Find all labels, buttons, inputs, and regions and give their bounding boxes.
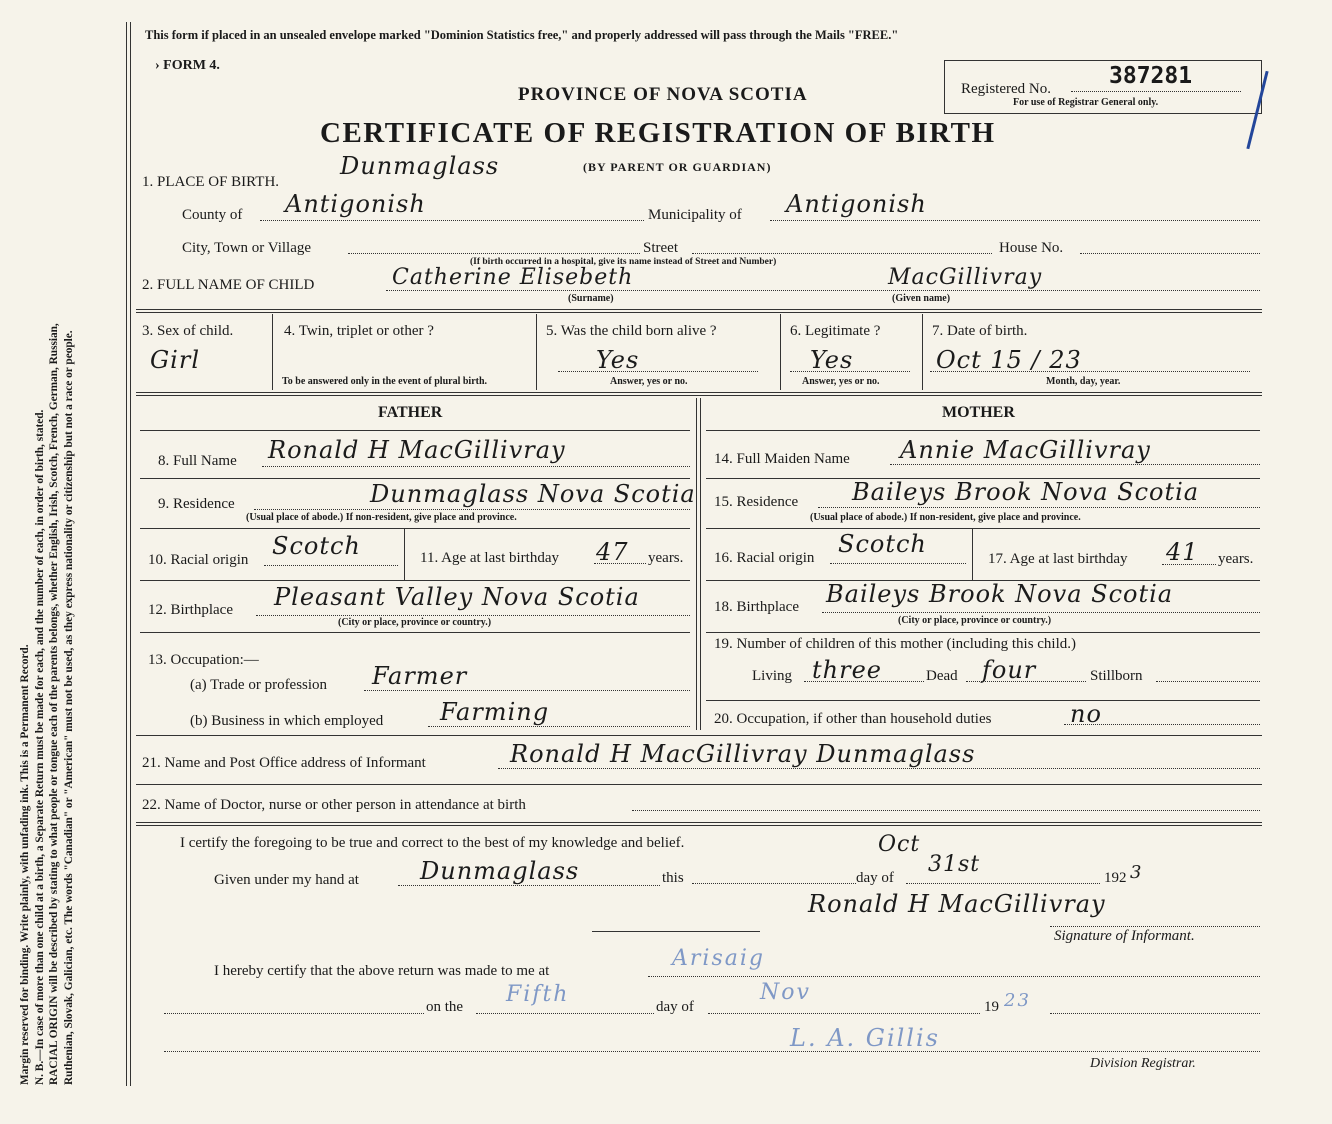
twin-label: 4. Twin, triplet or other ? (284, 323, 434, 339)
mother-racial-value: Scotch (838, 530, 927, 558)
signature-caption: Signature of Informant. (1054, 928, 1195, 944)
informant-label: 21. Name and Post Office address of Informant (142, 755, 426, 771)
dead-label: Dead (926, 668, 958, 684)
certify-year-prefix: 192 (1104, 870, 1127, 886)
certify-month-value: Oct (878, 832, 921, 857)
margin-line-2: N. B.—In case of more than one child at a birth, a Separate Return must be made for each, and the number of each, in order of birth, stated. (33, 409, 46, 1085)
twin-note: To be answered only in the event of plural birth. (282, 376, 488, 387)
registrar-note: For use of Registrar General only. (1013, 97, 1159, 108)
registered-box (944, 60, 1262, 114)
born-alive-label: 5. Was the child born alive ? (546, 323, 717, 339)
father-age-label: 11. Age at last birthday (420, 550, 559, 566)
margin-notes (18, 25, 76, 1085)
given-name-caption: (Given name) (892, 293, 951, 304)
father-racial-value: Scotch (272, 532, 361, 560)
mother-heading: MOTHER (942, 404, 1015, 421)
place-of-birth-value: Dunmaglass (340, 152, 500, 180)
stillborn-label: Stillborn (1090, 668, 1143, 684)
margin-border-2 (130, 22, 131, 1086)
registrar-year-prefix: 19 (984, 999, 999, 1015)
day-of-label: day of (856, 870, 894, 886)
margin-line-3: RACIAL ORIGIN will be described by stating to what people or tongue each of the parents belongs, whether English, Irish, Scotch, French, German, Russian, (48, 323, 60, 1085)
mother-occupation-value: no (1070, 700, 1102, 728)
sex-label: 3. Sex of child. (142, 323, 234, 339)
father-residence-caption: (Usual place of abode.) If non-resident, give place and province. (246, 512, 517, 523)
date-of-birth-label: 7. Date of birth. (932, 323, 1028, 339)
mother-years-label: years. (1218, 551, 1254, 567)
born-alive-caption: Answer, yes or no. (610, 376, 688, 387)
father-residence-value: Dunmaglass Nova Scotia (370, 480, 696, 508)
children-count-label: 19. Number of children of this mother (including this child.) (714, 636, 1077, 652)
registrar-day-of-label: day of (656, 999, 694, 1015)
mother-age-value: 41 (1166, 538, 1199, 566)
child-given-name: Catherine Elisebeth (392, 265, 634, 290)
father-name-value: Ronald H MacGillivray (268, 436, 566, 464)
informant-signature: Ronald H MacGillivray (808, 890, 1106, 918)
legitimate-label: 6. Legitimate ? (790, 323, 881, 339)
margin-line-4: Ruthenian, Slovak, Galician, etc. The words "Canadian" or "American" must not be used, as they express nationality or citizenship but not a race or people. (62, 330, 75, 1085)
born-alive-value: Yes (596, 346, 640, 374)
county-value: Antigonish (285, 190, 426, 218)
given-under-label: Given under my hand at (214, 872, 359, 888)
business-label: (b) Business in which employed (190, 713, 384, 729)
this-label: this (662, 870, 684, 886)
registrar-month-value: Nov (760, 980, 811, 1005)
father-years-label: years. (648, 550, 684, 566)
province-heading: PROVINCE OF NOVA SCOTIA (518, 84, 808, 105)
mother-birthplace-value: Baileys Brook Nova Scotia (826, 580, 1174, 608)
date-of-birth-caption: Month, day, year. (1046, 376, 1121, 387)
margin-line-1: Margin reserved for binding. Write plainly, with unfading ink. This is a Permanent Record. (19, 644, 31, 1085)
mother-age-label: 17. Age at last birthday (988, 551, 1128, 567)
division-registrar-caption: Division Registrar. (1090, 1056, 1196, 1071)
mother-birthplace-caption: (City or place, province or country.) (898, 615, 1052, 626)
on-the-label: on the (426, 999, 464, 1015)
mother-residence-value: Baileys Brook Nova Scotia (852, 478, 1200, 506)
registered-label: Registered No. (961, 81, 1051, 97)
child-surname: MacGillivray (888, 265, 1043, 290)
mother-occupation-label: 20. Occupation, if other than household duties (714, 711, 992, 727)
doctor-label: 22. Name of Doctor, nurse or other person in attendance at birth (142, 797, 526, 813)
county-label: County of (182, 207, 243, 223)
city-label: City, Town or Village (182, 240, 312, 256)
trade-value: Farmer (372, 662, 468, 690)
certify-statement: I certify the foregoing to be true and correct to the best of my knowledge and belief. (180, 835, 685, 851)
margin-border (126, 22, 127, 1086)
mail-notice: This form if placed in an unsealed envelope marked "Dominion Statistics free," and properly addressed will pass through the Mails "FREE." (145, 28, 899, 42)
surname-caption: (Surname) (568, 293, 614, 304)
given-place-value: Dunmaglass (420, 857, 580, 885)
living-value: three (812, 656, 882, 684)
municipality-label: Municipality of (648, 207, 742, 223)
child-name-label: 2. FULL NAME OF CHILD (142, 277, 315, 293)
father-racial-label: 10. Racial origin (148, 552, 249, 568)
living-label: Living (752, 668, 792, 684)
sex-value: Girl (150, 346, 200, 374)
mother-name-value: Annie MacGillivray (900, 436, 1151, 464)
street-label: Street (643, 240, 678, 256)
registrar-place-value: Arisaig (672, 946, 765, 971)
registrar-year-value: 23 (1004, 990, 1031, 1011)
hospital-note: (If birth occurred in a hospital, give its name instead of Street and Number) (470, 257, 777, 267)
father-occupation-label: 13. Occupation:— (148, 652, 259, 668)
mother-residence-caption: (Usual place of abode.) If non-resident, give place and province. (810, 512, 1081, 523)
legitimate-value: Yes (810, 346, 854, 374)
divider (136, 822, 1262, 826)
registrar-day-value: Fifth (506, 982, 570, 1007)
certificate-title: CERTIFICATE OF REGISTRATION OF BIRTH (320, 117, 996, 149)
registrar-signature: L. A. Gillis (790, 1024, 940, 1052)
informant-value: Ronald H MacGillivray Dunmaglass (510, 740, 976, 768)
municipality-value: Antigonish (786, 190, 927, 218)
father-residence-label: 9. Residence (158, 496, 235, 512)
form-number: › FORM 4. (155, 58, 220, 73)
father-birthplace-label: 12. Birthplace (148, 602, 233, 618)
date-of-birth-value: Oct 15 / 23 (936, 346, 1082, 374)
certify-day-value: 31st (928, 852, 981, 877)
house-number-label: House No. (999, 240, 1064, 256)
father-name-label: 8. Full Name (158, 453, 237, 469)
business-value: Farming (440, 698, 550, 726)
mother-birthplace-label: 18. Birthplace (714, 599, 799, 615)
legitimate-caption: Answer, yes or no. (802, 376, 880, 387)
father-heading: FATHER (378, 404, 443, 421)
mother-residence-label: 15. Residence (714, 494, 799, 510)
registered-number: 387281 (1109, 63, 1193, 89)
divider (136, 392, 1262, 396)
dead-value: four (982, 656, 1037, 684)
father-birthplace-caption: (City or place, province or country.) (338, 617, 492, 628)
certificate-subtitle: (BY PARENT OR GUARDIAN) (583, 160, 772, 174)
registrar-statement: I hereby certify that the above return was made to me at (214, 963, 550, 979)
father-birthplace-value: Pleasant Valley Nova Scotia (274, 583, 640, 611)
father-age-value: 47 (596, 538, 629, 566)
place-of-birth-label: 1. PLACE OF BIRTH. (142, 174, 280, 190)
mother-racial-label: 16. Racial origin (714, 550, 815, 566)
divider (136, 309, 1262, 313)
mother-name-label: 14. Full Maiden Name (714, 451, 850, 467)
trade-label: (a) Trade or profession (190, 677, 328, 693)
certify-year-value: 3 (1130, 862, 1143, 883)
